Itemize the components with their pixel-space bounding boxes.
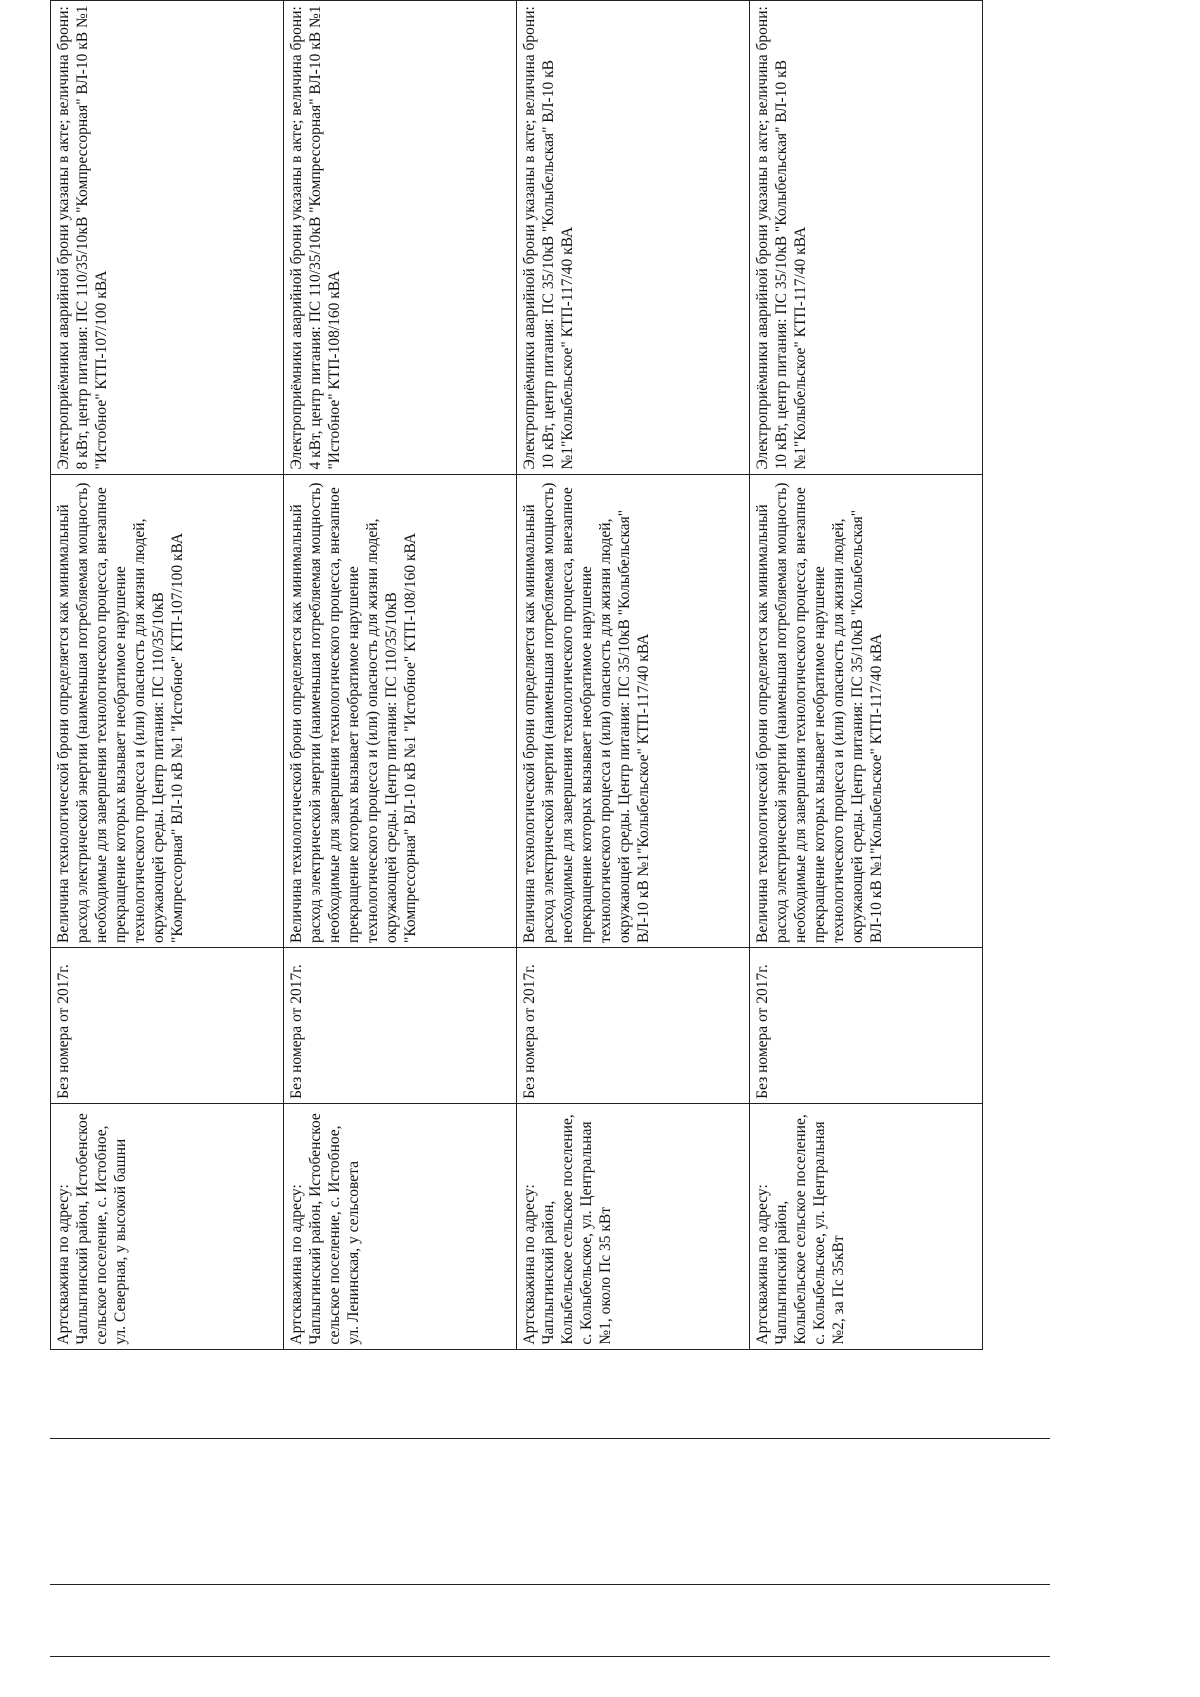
blank-cell	[284, 1349, 517, 1439]
address-cell: Артскважина по адресу: Чаплыгинский район, Колыбельское сельское поселение, с. Колыбельское, ул. Центральная №2, за Пс 35кВт	[750, 1103, 983, 1349]
table-row	[51, 1, 284, 1440]
act-cell: Без номера от 2017г.	[284, 948, 517, 1104]
reserve-table	[50, 0, 983, 1439]
tech-reserve-cell: Величина технологической брони определяется как минимальный расход электрической энергии (наименьшая потребляемая мощность) необходимые для завершения технологического процесса, внезапное прекращение которых вызывает необратимое нарушение технологического процесса и (или) опасность для жизни людей, окружающей среды. Центр питания: ПС 110/35/10кВ "Компрессорная" ВЛ-10 кВ №1 "Истобное" КТП-107/100 кВА	[51, 474, 284, 947]
table-row	[284, 1, 517, 1440]
emergency-reserve-cell: Электроприёмники аварийной брони указаны в акте; величина брони: 10 кВт, центр питания: ПС 35/10кВ "Колыбельская" ВЛ-10 кВ №1"Колыбельское" КТП-117/40 кВА	[750, 1, 983, 475]
emergency-reserve-cell: Электроприёмники аварийной брони указаны в акте; величина брони: 4 кВт, центр питания: ПС 110/35/10кВ "Компрессорная" ВЛ-10 кВ №1 "Истобное" КТП-108/160 кВА	[284, 1, 517, 475]
address-cell: Артскважина по адресу: Чаплыгинский район, Истобенское сельское поселение, с. Истобное, ул. Северная, у высокой башни	[51, 1103, 284, 1349]
ruled-line	[50, 1438, 1050, 1439]
act-cell: Без номера от 2017г.	[517, 948, 750, 1104]
blank-cell	[750, 1349, 983, 1439]
address-cell: Артскважина по адресу: Чаплыгинский район, Истобенское сельское поселение, с. Истобное, ул. Ленинская, у сельсовета	[284, 1103, 517, 1349]
ruled-line	[50, 1584, 1050, 1585]
blank-cell	[517, 1349, 750, 1439]
tech-reserve-cell: Величина технологической брони определяется как минимальный расход электрической энергии (наименьшая потребляемая мощность) необходимые для завершения технологического процесса, внезапное прекращение которых вызывает необратимое нарушение технологического процесса и (или) опасность для жизни людей, окружающей среды. Центр питания: ПС 35/10кВ "Колыбельская" ВЛ-10 кВ №1"Колыбельское" КТП-117/40 кВА	[750, 474, 983, 947]
ruled-line	[50, 1656, 1050, 1657]
emergency-reserve-cell: Электроприёмники аварийной брони указаны в акте; величина брони: 10 кВт, центр питания: ПС 35/10кВ "Колыбельская" ВЛ-10 кВ №1"Колыбельское" КТП-117/40 кВА	[517, 1, 750, 475]
blank-cell	[51, 1349, 284, 1439]
emergency-reserve-cell: Электроприёмники аварийной брони указаны в акте; величина брони: 8 кВт, центр питания: ПС 110/35/10кВ "Компрессорная" ВЛ-10 кВ №1 "Истобное" КТП-107/100 кВА	[51, 1, 284, 475]
address-cell: Артскважина по адресу: Чаплыгинский район, Колыбельское сельское поселение, с. Колыбельское, ул. Центральная №1, около Пс 35 кВт	[517, 1103, 750, 1349]
tech-reserve-cell: Величина технологической брони определяется как минимальный расход электрической энергии (наименьшая потребляемая мощность) необходимые для завершения технологического процесса, внезапное прекращение которых вызывает необратимое нарушение технологического процесса и (или) опасность для жизни людей, окружающей среды. Центр питания: ПС 110/35/10кВ "Компрессорная" ВЛ-10 кВ №1 "Истобное" КТП-108/160 кВА	[284, 474, 517, 947]
table-row	[517, 1, 750, 1440]
table-row	[750, 1, 983, 1440]
act-cell: Без номера от 2017г.	[750, 948, 983, 1104]
tech-reserve-cell: Величина технологической брони определяется как минимальный расход электрической энергии (наименьшая потребляемая мощность) необходимые для завершения технологического процесса, внезапное прекращение которых вызывает необратимое нарушение технологического процесса и (или) опасность для жизни людей, окружающей среды. Центр питания: ПС 35/10кВ "Колыбельская" ВЛ-10 кВ №1"Колыбельское" КТП-117/40 кВА	[517, 474, 750, 947]
act-cell: Без номера от 2017г.	[51, 948, 284, 1104]
